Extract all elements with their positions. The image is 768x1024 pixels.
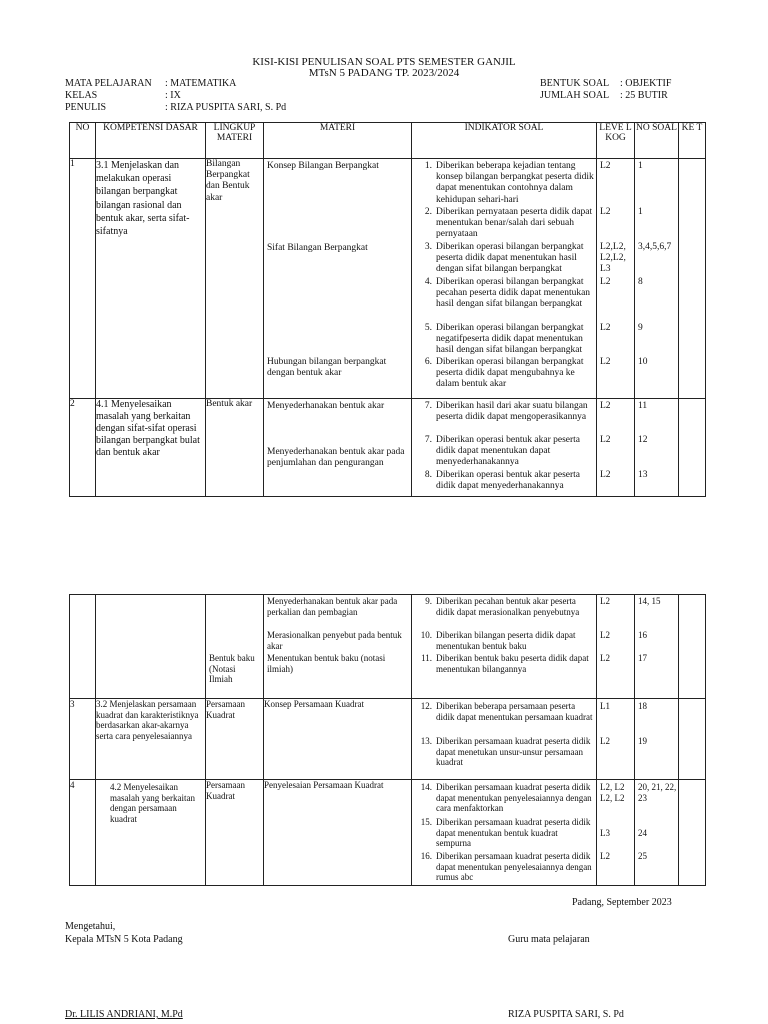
- level-value: L2: [600, 851, 610, 861]
- table-row: [70, 780, 706, 886]
- materi-item: Hubungan bilangan berpangkat dengan bentuk akar: [267, 357, 387, 379]
- indikator-num: 14.: [420, 782, 432, 792]
- row-ket: [679, 159, 706, 399]
- indikator-item: [412, 851, 594, 883]
- indikator-text: Diberikan pernyataan peserta didik dapat menentukan benar/salah dari sebuah pernyataan: [436, 207, 593, 240]
- indikator-item: [412, 782, 594, 814]
- row-kd: 3.2 Menjelaskan persamaan kuadrat dan karakteristiknya berdasarkan akar-akarnya serta cara penyelesaiannya: [96, 699, 206, 780]
- indikator-num: 5.: [424, 323, 432, 333]
- row-materi-cell: [264, 399, 412, 497]
- indikator-text: Diberikan operasi bilangan berpangkat peserta didik dapat menentukan hasil dengan sifat bilangan berpangkat: [436, 242, 584, 275]
- row-ket: [679, 780, 706, 886]
- row-materi-cell: [264, 595, 412, 699]
- nosoal-value: 14, 15: [638, 596, 661, 606]
- row-no: 4: [70, 780, 96, 886]
- indikator-text: Diberikan persamaan kuadrat peserta didik dapat menentukan penyelesaiannya dengan rumus abc: [436, 851, 592, 882]
- indikator-text: Diberikan operasi bilangan berpangkat peserta didik dapat mengubahnya ke dalam bentuk akar: [436, 357, 584, 390]
- row-nosoal-cell: [635, 399, 679, 497]
- nosoal-value: 12: [638, 435, 648, 445]
- indikator-num: 12.: [420, 701, 432, 711]
- nosoal-value: 18: [638, 701, 647, 711]
- table-row: [70, 595, 706, 699]
- indikator-item: [412, 736, 594, 768]
- materi-item: Sifat Bilangan Berpangkat: [267, 243, 368, 253]
- col-header-materi: MATERI: [264, 123, 412, 159]
- nosoal-value: 9: [638, 323, 643, 333]
- level-value: L2: [600, 435, 611, 445]
- meta-label: MATA PELAJARAN: [65, 78, 152, 89]
- col-header-kd: KOMPETENSI DASAR: [96, 123, 206, 159]
- indikator-item: [412, 653, 594, 674]
- nosoal-value: 17: [638, 653, 647, 663]
- indikator-text: Diberikan persamaan kuadrat peserta didik dapat menetukan unsur-unsur persamaan kuadrat: [436, 736, 591, 767]
- row-nosoal-cell: [635, 780, 679, 886]
- indikator-item: [412, 817, 594, 849]
- level-value: L3: [600, 828, 610, 838]
- document-title: KISI-KISI PENULISAN SOAL PTS SEMESTER GANJIL: [252, 56, 516, 68]
- row-lingkup: Persamaan Kuadrat: [206, 780, 264, 886]
- nosoal-value: 10: [638, 357, 648, 367]
- nosoal-value: 20, 21, 22, 23: [638, 782, 677, 803]
- table-row: [70, 699, 706, 780]
- indikator-text: Diberikan bentuk baku peserta didik dapat menentukan bilangannya: [436, 653, 589, 674]
- nosoal-value: 13: [638, 470, 648, 480]
- row-materi: Konsep Persamaan Kuadrat: [264, 699, 412, 780]
- row-ket: [679, 399, 706, 497]
- indikator-num: 13.: [420, 736, 432, 746]
- row-indikator-cell: [412, 699, 597, 780]
- indikator-num: 16.: [420, 851, 432, 861]
- indikator-item: [412, 596, 594, 617]
- row-indikator-cell: [412, 595, 597, 699]
- indikator-num: 11.: [421, 653, 432, 663]
- meta-label: PENULIS: [65, 102, 107, 113]
- meta-value: : IX: [165, 90, 181, 101]
- indikator-text: Diberikan bilangan peserta didik dapat menentukan bentuk baku: [436, 630, 576, 651]
- indikator-item: [412, 277, 594, 311]
- row-lingkup-cell: [206, 595, 264, 699]
- level-value: L2: [600, 323, 611, 333]
- indikator-text: Diberikan persamaan kuadrat peserta didik dapat menentukan bentuk kuadrat sempurna: [436, 817, 591, 848]
- level-value: L2: [600, 401, 611, 411]
- row-level-cell: [597, 399, 635, 497]
- level-value: L2: [600, 653, 610, 663]
- indikator-num: 15.: [420, 817, 432, 827]
- indikator-item: [412, 207, 594, 241]
- level-value: L2: [600, 596, 610, 606]
- indikator-num: 9.: [425, 596, 432, 606]
- row-kd: 4.1 Menyelesaikan masalah yang berkaitan dengan sifat-sifat operasi bilangan berpangkat bulat dan bentuk akar: [96, 399, 206, 497]
- table-header-row: [70, 123, 706, 159]
- indikator-num: 7.: [424, 435, 432, 445]
- mengetahui-label: Mengetahui,: [65, 921, 116, 932]
- materi-item: Menyederhanakan bentuk akar pada perkalian dan pembagian: [267, 596, 398, 617]
- indikator-item: [412, 161, 594, 206]
- nosoal-value: 1: [638, 161, 643, 171]
- level-value: L2: [600, 630, 610, 640]
- indikator-num: 2.: [424, 207, 432, 217]
- nosoal-value: 3,4,5,6,7: [638, 242, 672, 252]
- guru-name: RIZA PUSPITA SARI, S. Pd: [508, 1009, 624, 1020]
- row-level-cell: [597, 159, 635, 399]
- col-header-indikator: INDIKATOR SOAL: [412, 123, 597, 159]
- row-level-cell: [597, 595, 635, 699]
- nosoal-value: 25: [638, 851, 647, 861]
- indikator-num: 6.: [424, 357, 432, 367]
- row-indikator-cell: [412, 780, 597, 886]
- level-value: L2: [600, 207, 611, 217]
- nosoal-value: 19: [638, 736, 647, 746]
- col-header-no: NO: [70, 123, 96, 159]
- materi-item: Menyederhanakan bentuk akar pada penjumlahan dan pengurangan: [267, 447, 405, 469]
- row-indikator-cell: [412, 399, 597, 497]
- level-value: L2, L2 L2, L2: [600, 782, 625, 803]
- indikator-text: Diberikan operasi bilangan berpangkat negatifpeserta didik dapat menentukan hasil dengan sifat bilangan berpangkat: [436, 323, 584, 356]
- meta-left: [65, 78, 286, 114]
- level-value: L1: [600, 701, 610, 711]
- meta-value: : MATEMATIKA: [165, 78, 237, 89]
- meta-value: : RIZA PUSPITA SARI, S. Pd: [165, 102, 287, 113]
- row-lingkup: Bentuk akar: [206, 399, 264, 497]
- indikator-item: [412, 470, 594, 492]
- indikator-item: [412, 435, 594, 469]
- row-no: 3: [70, 699, 96, 780]
- nosoal-value: 1: [638, 207, 643, 217]
- indikator-text: Diberikan pecahan bentuk akar peserta didik dapat merasionalkan penyebutnya: [436, 596, 580, 617]
- materi-item: Merasionalkan penyebut pada bentuk akar: [267, 630, 402, 651]
- row-nosoal-cell: [635, 159, 679, 399]
- col-header-lingkup: LINGKUP MATERI: [206, 123, 264, 159]
- row-ket: [679, 595, 706, 699]
- nosoal-value: 8: [638, 277, 643, 287]
- col-header-ket: KE T: [679, 123, 706, 159]
- row-no: 1: [70, 159, 96, 399]
- row-kd: 3.1 Menjelaskan dan melakukan operasi bilangan berpangkat bilangan rasional dan bentuk akar, serta sifat-sifatnya: [96, 159, 206, 399]
- row-kd: 4.2 Menyelesaikan masalah yang berkaitan dengan persamaan kuadrat: [96, 780, 206, 886]
- kisi-table-page2: [69, 594, 706, 886]
- nosoal-value: 11: [638, 401, 648, 411]
- row-nosoal-cell: [635, 699, 679, 780]
- kepala-name: Dr. LILIS ANDRIANI, M.Pd: [65, 1009, 183, 1020]
- level-value: L2: [600, 161, 611, 171]
- indikator-text: Diberikan beberapa kejadian tentang konsep bilangan berpangkat peserta didik dapat menentukan contohnya dalam kehidupan sehari-hari: [436, 161, 594, 205]
- col-header-level: LEVE L KOG: [597, 123, 635, 159]
- indikator-item: [412, 701, 594, 722]
- indikator-item: [412, 242, 594, 276]
- indikator-item: [412, 323, 594, 357]
- meta-value: : 25 BUTIR: [620, 90, 668, 101]
- meta-label: JUMLAH SOAL: [540, 90, 610, 101]
- indikator-num: 3.: [424, 242, 432, 252]
- indikator-num: 1.: [424, 161, 432, 171]
- guru-title: Guru mata pelajaran: [508, 934, 590, 945]
- row-level-cell: [597, 699, 635, 780]
- row-materi-cell: [264, 159, 412, 399]
- row-lingkup: Bentuk baku (Notasi Ilmiah: [209, 653, 255, 684]
- materi-item: Konsep Bilangan Berpangkat: [267, 161, 379, 171]
- indikator-text: Diberikan hasil dari akar suatu bilangan peserta didik dapat mengoperasikannya: [436, 401, 588, 423]
- indikator-item: [412, 401, 594, 423]
- meta-label: BENTUK SOAL: [540, 78, 610, 89]
- document-subtitle: MTsN 5 PADANG TP. 2023/2024: [308, 67, 460, 79]
- row-nosoal-cell: [635, 595, 679, 699]
- row-level-cell: [597, 780, 635, 886]
- table-row: [70, 159, 706, 399]
- kisi-table-page1: [69, 122, 706, 497]
- materi-item: Menentukan bentuk baku (notasi ilmiah): [267, 653, 386, 674]
- row-lingkup: Persamaan Kuadrat: [206, 699, 264, 780]
- row-no: [70, 595, 96, 699]
- table-row: [70, 399, 706, 497]
- indikator-num: 8.: [424, 470, 432, 480]
- indikator-num: 7.: [424, 401, 432, 411]
- level-value: L2: [600, 470, 611, 480]
- meta-right: [540, 78, 671, 102]
- row-lingkup: Bilangan Berpangkat dan Bentuk akar: [206, 159, 264, 399]
- place-date: Padang, September 2023: [572, 897, 672, 908]
- row-ket: [679, 699, 706, 780]
- materi-item: Menyederhanakan bentuk akar: [267, 401, 385, 411]
- indikator-text: Diberikan persamaan kuadrat peserta didik dapat menentukan penyelesaiannya dengan cara menfaktorkan: [436, 782, 592, 813]
- indikator-text: Diberikan operasi bilangan berpangkat pecahan peserta didik dapat menentukan hasil dengan sifat bilangan berpangkat: [436, 277, 591, 310]
- meta-value: : OBJEKTIF: [620, 78, 672, 89]
- indikator-num: 10.: [420, 630, 432, 640]
- row-no: 2: [70, 399, 96, 497]
- indikator-item: [412, 357, 594, 391]
- row-indikator-cell: [412, 159, 597, 399]
- indikator-num: 4.: [424, 277, 432, 287]
- indikator-text: Diberikan operasi bentuk akar peserta didik dapat menentukan dapat menyederhanakannya: [436, 435, 581, 468]
- col-header-nosoal: NO SOAL: [635, 123, 679, 159]
- nosoal-value: 24: [638, 828, 647, 838]
- row-kd: [96, 595, 206, 699]
- indikator-item: [412, 630, 594, 651]
- level-value: L2: [600, 277, 611, 287]
- level-value: L2: [600, 357, 611, 367]
- meta-label: KELAS: [65, 90, 98, 101]
- kepala-title: Kepala MTsN 5 Kota Padang: [65, 934, 183, 945]
- nosoal-value: 16: [638, 630, 647, 640]
- indikator-text: Diberikan operasi bentuk akar peserta didik dapat menyederhanakannya: [436, 470, 581, 492]
- indikator-text: Diberikan beberapa persamaan peserta didik dapat menentukan persamaan kuadrat: [436, 701, 593, 722]
- level-value: L2,L2, L2,L2, L3: [600, 242, 626, 275]
- level-value: L2: [600, 736, 610, 746]
- row-materi: Penyelesaian Persamaan Kuadrat: [264, 780, 412, 886]
